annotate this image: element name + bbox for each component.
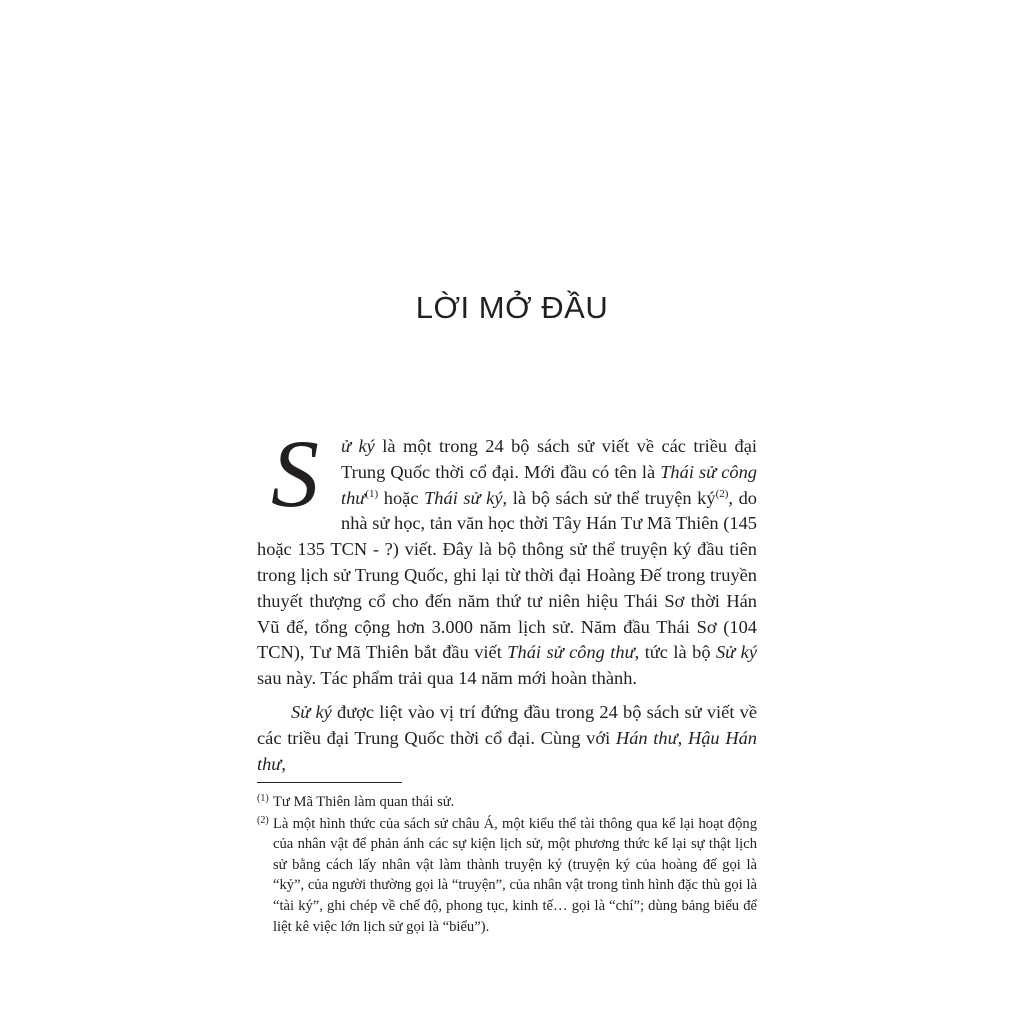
footnote-divider xyxy=(257,782,402,783)
footnote-mark: (2) xyxy=(257,814,269,826)
book-title: Thái sử công thư xyxy=(341,461,757,508)
book-title: Hán thư xyxy=(615,727,678,748)
book-title: Thái sử ký xyxy=(424,487,503,508)
footnote-1 xyxy=(257,792,757,813)
book-title: Hậu Hán thư xyxy=(257,727,757,774)
book-title: Sử ký xyxy=(291,701,332,722)
body-text xyxy=(257,420,757,777)
footnote-ref-2[interactable]: (2) xyxy=(715,487,729,500)
footnote-text: Là một hình thức của sách sử châu Á, một kiểu thể tài thông qua kể lại hoạt động của nhân vật để phản ánh các sự kiện lịch sử, một phương thức kể lại sự thật lịch sử bằng cách lấy nhân vật làm thành truyện ký (truyện ký của hoàng đế gọi là “kỷ”, của người thường gọi là “truyện”, của nhân vật trong tình hình đặc thù gọi là “tài ký”, ghi chép về chế độ, phong tục, kinh tế… gọi là “chí”; dùng bảng biểu để liệt kê việc lớn lịch sử gọi là “biểu”). xyxy=(273,815,757,935)
footnote-2 xyxy=(257,814,757,938)
book-title: Sử ký xyxy=(715,642,757,663)
book-title-su-ky: ử ký xyxy=(341,436,375,456)
drop-cap: S xyxy=(271,420,319,527)
footnote-text: Tư Mã Thiên làm quan thái sử. xyxy=(273,794,455,810)
footnote-ref-1[interactable]: (1) xyxy=(365,487,379,500)
footnote-mark: (1) xyxy=(257,793,269,804)
footnotes xyxy=(257,792,757,938)
paragraph-2: Sử ký được liệt vào vị trí đứng đầu trong 24 bộ sách sử viết về các triều đại Trung Quốc thời cổ đại. Cùng với Hán thư, Hậu Hán thư, xyxy=(257,701,757,774)
paragraph-1: S ử ký là một trong 24 bộ sách sử viết về các triều đại Trung Quốc thời cổ đại. Mới đầu có tên là Thái sử công thư$^{(1)}$ hoặc Thái sử ký, là bộ sách sử thể truyện $ký^{(2)}$, do nhà sử học, tản văn học thời Tây Hán Tư Mã Thiên (145 hoặc 135 TCN - ?) viết. Đây là bộ thông sử thể truyện ký đầu tiên trong lịch sử Trung Quốc, ghi lại từ thời đại Hoàng Đế trong truyền thuyết thượng cổ cho đến năm thứ tư niên hiệu Thái Sơ thời Hán Vũ đế, tổng cộng hơn 3.000 năm lịch sử. Năm đầu Thái Sơ (104 TCN), Tư Mã Thiên bắt đầu viết Thái sử công thư, tức là bộ Sử ký sau này. Tác phẩm trải qua 14 năm mới hoàn thành. xyxy=(257,420,757,689)
chapter-title: LỜI MỞ ĐẦU xyxy=(415,290,609,325)
book-title: Thái sử công thư xyxy=(507,642,635,663)
